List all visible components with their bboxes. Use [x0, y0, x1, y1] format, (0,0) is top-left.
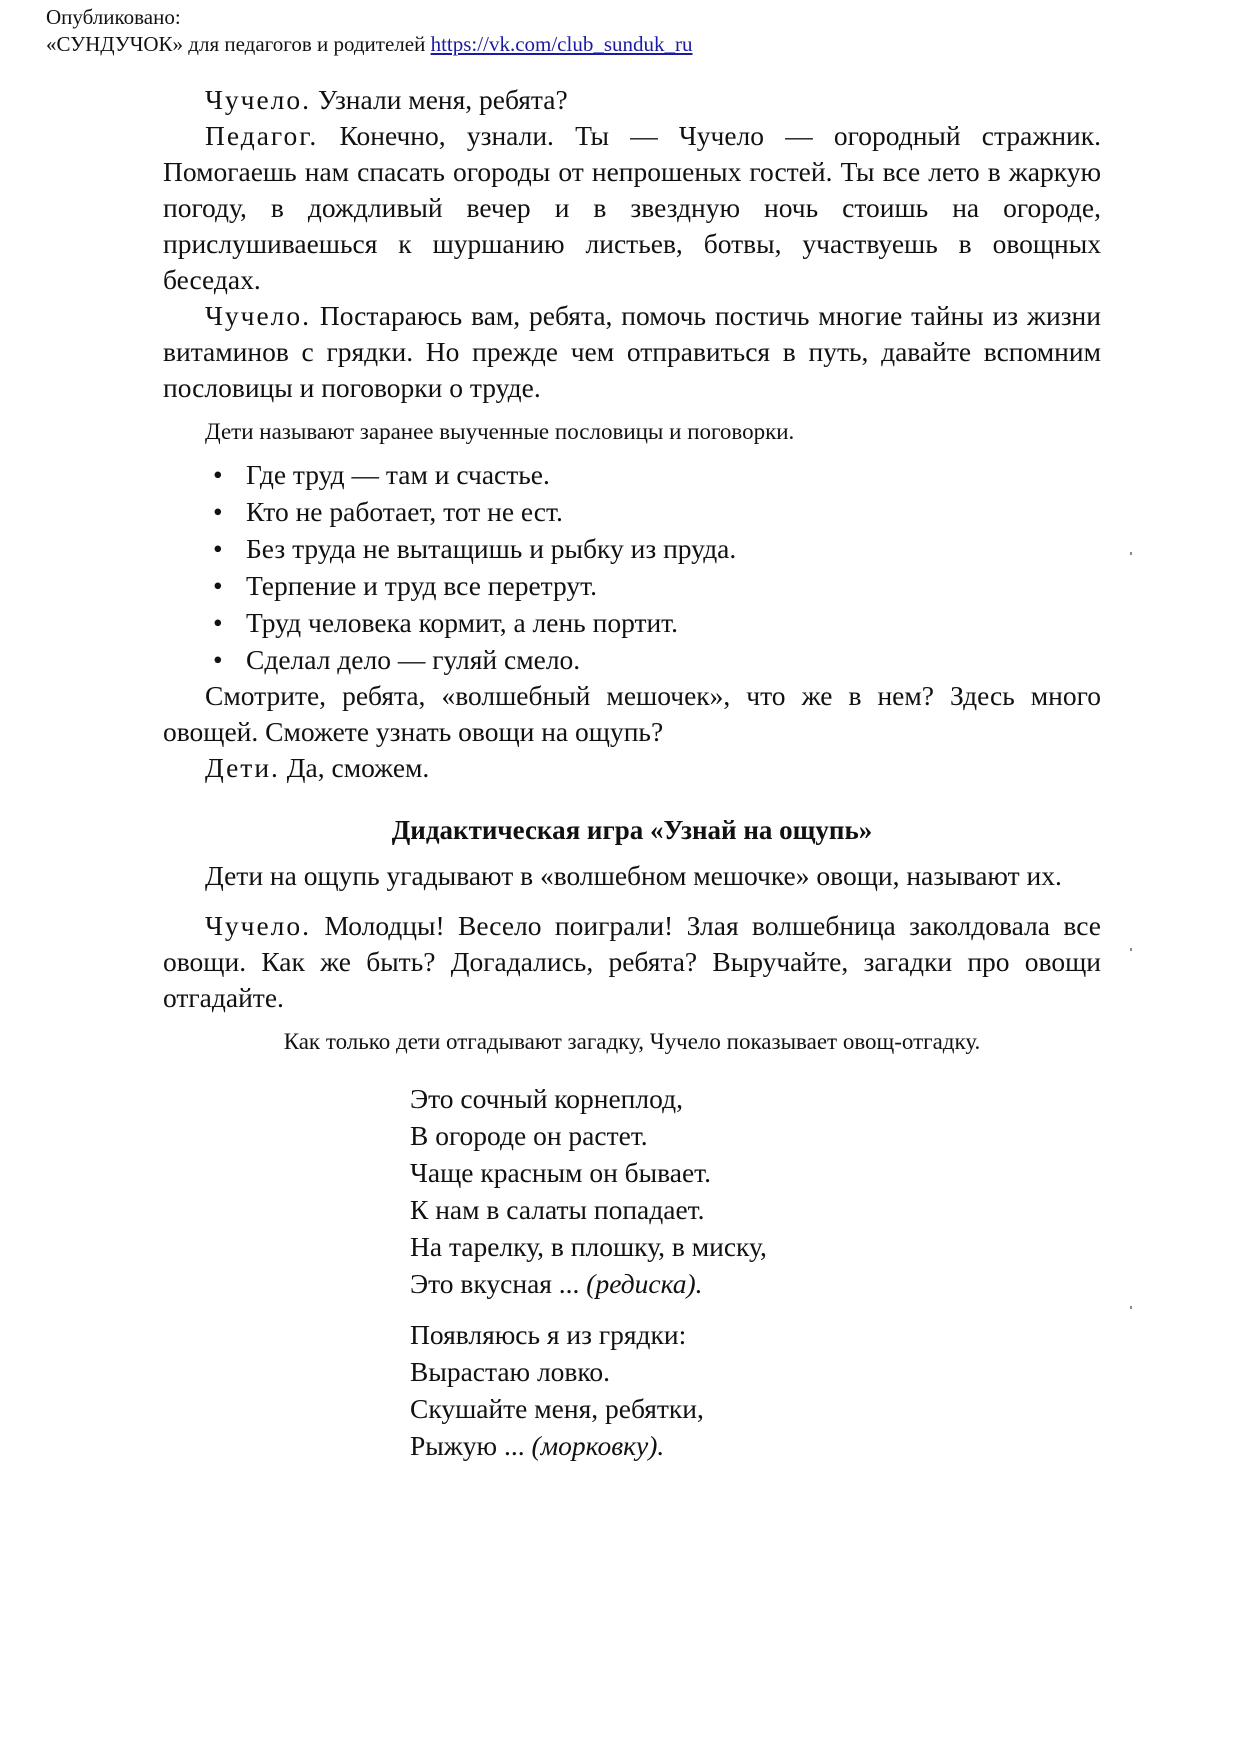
stage-direction: Дети называют заранее выученные пословицы и поговорки. [205, 419, 795, 444]
spacer [163, 1066, 1101, 1080]
paragraph: Смотрите, ребята, «волшебный мешочек», что же в нем? Здесь много овощей. Сможете узнать овощи на ощупь? [163, 680, 1101, 747]
riddle-line: Это вкусная ... (редиска). [410, 1268, 703, 1299]
speaker: Педагог. [205, 120, 319, 151]
list-item: • Сделал дело — гуляй смело. [213, 641, 1101, 678]
speaker: Чучело. [205, 910, 312, 941]
riddle-answer: (морковку). [531, 1430, 665, 1461]
club-line [46, 31, 693, 58]
document-page [163, 82, 1101, 1464]
riddle-line: Это сочный корнеплод, [410, 1083, 683, 1114]
dialogue-line [163, 908, 1101, 1016]
list-item: • Труд человека кормит, а лень портит. [213, 604, 1101, 641]
speaker: Чучело. [205, 300, 312, 331]
dialogue-line [163, 298, 1101, 406]
scan-speck [1130, 1306, 1132, 1309]
dialogue-line [163, 118, 1101, 298]
riddle [410, 1316, 1101, 1464]
bullet-icon: • [213, 496, 223, 527]
paragraph: Дети на ощупь угадывают в «волшебном мешочке» овощи, называют их. [205, 860, 1062, 891]
riddle-line: Чаще красным он бывает. [410, 1157, 711, 1188]
bullet-icon: • [213, 607, 223, 638]
speech: Да, сможем. [279, 752, 430, 783]
list-item: • Терпение и труд все перетрут. [213, 567, 1101, 604]
riddle-line: На тарелку, в плошку, в миску, [410, 1231, 767, 1262]
published-label: Опубликовано: [46, 5, 181, 29]
riddle-line: Скушайте меня, ребятки, [410, 1393, 704, 1424]
speech: Молодцы! Весело поиграли! Злая волшебница заколдовала все овощи. Как же быть? Догадались, ребята? Выручайте, загадки про овощи отгадайте. [163, 910, 1101, 1013]
section-title: Дидактическая игра «Узнай на ощупь» [391, 815, 873, 845]
speaker: Чучело. [205, 84, 312, 115]
club-name: «СУНДУЧОК» для педагогов и родителей [46, 32, 426, 56]
dialogue-line [163, 82, 1101, 118]
riddle-line: В огороде он растет. [410, 1120, 648, 1151]
riddle [410, 1080, 1101, 1302]
speech: Постараюсь вам, ребята, помочь постичь многие тайны из жизни витаминов с грядки. Но прежде чем отправиться в путь, давайте вспомним пословицы и поговорки о труде. [163, 300, 1101, 403]
list-item: • Кто не работает, тот не ест. [213, 493, 1101, 530]
riddle-answer: (редиска). [586, 1268, 703, 1299]
publication-header [46, 4, 693, 58]
riddle-line: К нам в салаты попадает. [410, 1194, 705, 1225]
riddle-line: Появляюсь я из грядки: [410, 1319, 687, 1350]
list-item: • Без труда не вытащишь и рыбку из пруда. [213, 530, 1101, 567]
riddle-line: Вырастаю ловко. [410, 1356, 611, 1387]
bullet-icon: • [213, 533, 223, 564]
bullet-icon: • [213, 459, 223, 490]
list-item: • Где труд — там и счастье. [213, 456, 1101, 493]
bullet-icon: • [213, 644, 223, 675]
speech: Конечно, узнали. Ты — Чучело — огородный стражник. Помогаешь нам спасать огороды от непрошеных гостей. Ты все лето в жаркую погоду, в дождливый вечер и в звездную ночь стоишь на огороде, прислушиваешься к шуршанию листьев, ботвы, участвуешь в овощных беседах. [163, 120, 1101, 295]
stage-direction: Как только дети отгадывают загадку, Чучело показывает овощ-отгадку. [283, 1029, 981, 1054]
speaker: Дети. [205, 752, 280, 783]
proverb-list [163, 456, 1101, 678]
spacer [163, 894, 1101, 908]
speech: Узнали меня, ребята? [311, 84, 568, 115]
scan-speck [1130, 948, 1132, 951]
riddle-line: Рыжую ... (морковку). [410, 1430, 665, 1461]
bullet-icon: • [213, 570, 223, 601]
scan-speck [1130, 552, 1132, 555]
club-link[interactable]: https://vk.com/club_sunduk_ru [430, 32, 693, 56]
dialogue-line [163, 750, 1101, 786]
